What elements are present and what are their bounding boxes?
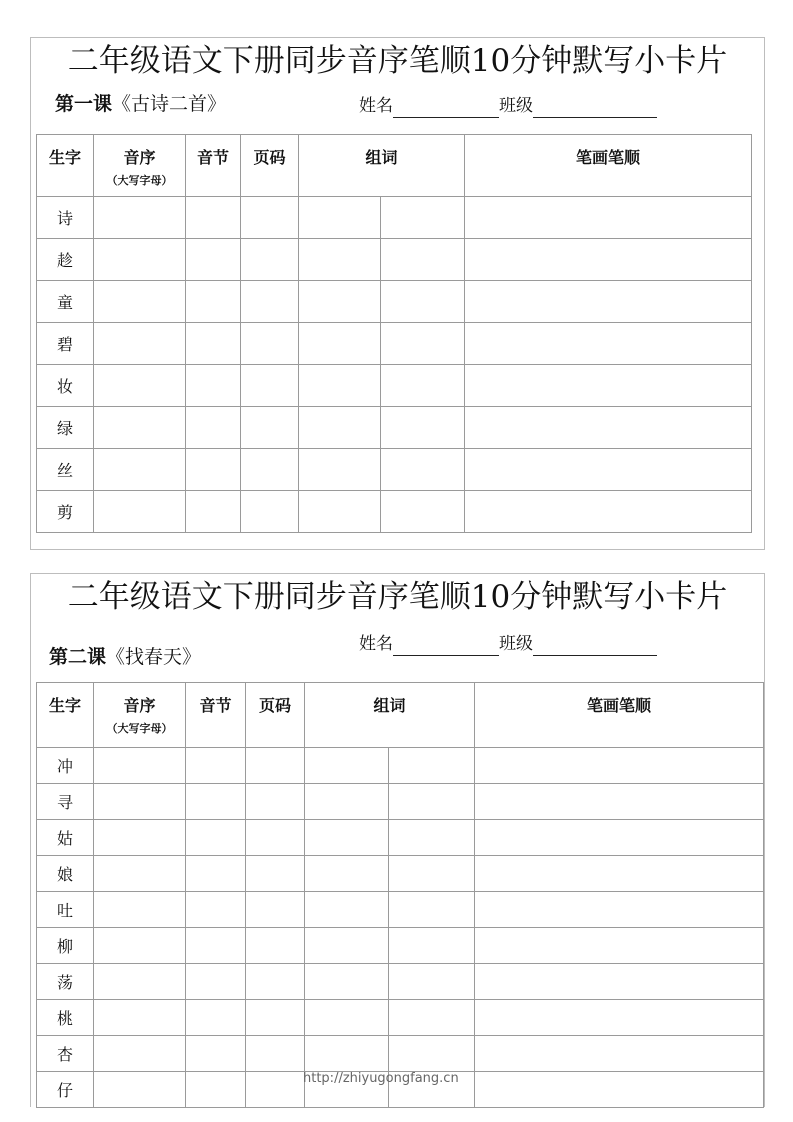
student-info xyxy=(359,632,657,656)
header-yinjie: 音节 xyxy=(186,683,246,748)
yinjie-cell[interactable] xyxy=(186,820,246,856)
table-row xyxy=(37,784,764,820)
table-row xyxy=(37,323,752,365)
bihua-cell[interactable] xyxy=(465,239,752,281)
yinxu-cell[interactable] xyxy=(94,365,186,407)
lesson-name: 《找春天》 xyxy=(106,646,202,668)
yinjie-cell[interactable] xyxy=(186,856,246,892)
char-cell: 寻 xyxy=(37,784,94,820)
bihua-cell[interactable] xyxy=(465,197,752,239)
dictation-table xyxy=(36,134,752,533)
yinjie-cell[interactable] xyxy=(186,1000,246,1036)
table-row xyxy=(37,856,764,892)
yinxu-cell[interactable] xyxy=(94,784,186,820)
yema-cell[interactable] xyxy=(246,928,305,964)
zuci-cell-2[interactable] xyxy=(389,820,475,856)
header-char: 生字 xyxy=(37,135,94,197)
zuci-cell-1[interactable] xyxy=(305,892,389,928)
table-row xyxy=(37,892,764,928)
bihua-cell[interactable] xyxy=(465,449,752,491)
char-cell: 吐 xyxy=(37,892,94,928)
char-cell: 姑 xyxy=(37,820,94,856)
char-cell: 荡 xyxy=(37,964,94,1000)
yema-cell[interactable] xyxy=(246,820,305,856)
table-row xyxy=(37,748,764,784)
zuci-cell-2[interactable] xyxy=(381,407,465,449)
yinjie-cell[interactable] xyxy=(186,491,241,533)
zuci-cell-2[interactable] xyxy=(381,197,465,239)
bihua-cell[interactable] xyxy=(475,1072,764,1108)
zuci-cell-1[interactable] xyxy=(299,449,381,491)
zuci-cell-1[interactable] xyxy=(305,784,389,820)
yema-cell[interactable] xyxy=(241,365,299,407)
lesson-number: 第一课 xyxy=(55,93,113,115)
zuci-cell-2[interactable] xyxy=(389,1036,475,1072)
char-cell: 妆 xyxy=(37,365,94,407)
zuci-cell-1[interactable] xyxy=(299,407,381,449)
char-cell: 剪 xyxy=(37,491,94,533)
zuci-cell-1[interactable] xyxy=(299,281,381,323)
yinxu-cell[interactable] xyxy=(94,323,186,365)
bihua-cell[interactable] xyxy=(465,491,752,533)
yinjie-cell[interactable] xyxy=(186,1072,246,1108)
zuci-cell-1[interactable] xyxy=(299,491,381,533)
yema-cell[interactable] xyxy=(246,1072,305,1108)
name-blank[interactable] xyxy=(393,99,499,118)
name-blank[interactable] xyxy=(393,637,499,656)
footer-url: http://zhiyugongfang.cn xyxy=(303,1071,459,1086)
yinjie-cell[interactable] xyxy=(186,784,246,820)
zuci-cell-1[interactable] xyxy=(299,323,381,365)
zuci-cell-1[interactable] xyxy=(305,928,389,964)
header-zuci: 组词 xyxy=(299,135,465,197)
yinxu-cell[interactable] xyxy=(94,449,186,491)
yinxu-cell[interactable] xyxy=(94,892,186,928)
table-row xyxy=(37,407,752,449)
yinjie-cell[interactable] xyxy=(186,323,241,365)
header-yinxu-sub: （大写字母） xyxy=(106,722,173,735)
zuci-cell-1[interactable] xyxy=(305,1036,389,1072)
zuci-cell-1[interactable] xyxy=(299,197,381,239)
header-row xyxy=(37,683,764,748)
bihua-cell[interactable] xyxy=(475,892,764,928)
header-bihua: 笔画笔顺 xyxy=(465,135,752,197)
yinxu-cell[interactable] xyxy=(94,197,186,239)
yinjie-cell[interactable] xyxy=(186,892,246,928)
yema-cell[interactable] xyxy=(241,239,299,281)
zuci-cell-2[interactable] xyxy=(389,1000,475,1036)
zuci-cell-1[interactable] xyxy=(305,748,389,784)
zuci-cell-1[interactable] xyxy=(299,365,381,407)
zuci-cell-2[interactable] xyxy=(389,856,475,892)
class-label: 班级 xyxy=(499,96,533,116)
char-cell: 冲 xyxy=(37,748,94,784)
yinjie-cell[interactable] xyxy=(186,281,241,323)
table-row xyxy=(37,928,764,964)
header-yinxu-label: 音序 xyxy=(123,696,156,715)
bihua-cell[interactable] xyxy=(465,365,752,407)
zuci-cell-2[interactable] xyxy=(381,323,465,365)
lesson-heading xyxy=(55,91,226,117)
char-cell: 碧 xyxy=(37,323,94,365)
header-yema: 页码 xyxy=(246,683,305,748)
card-title: 二年级语文下册同步音序笔顺10分钟默写小卡片 xyxy=(67,579,728,615)
yinjie-cell[interactable] xyxy=(186,964,246,1000)
header-bihua: 笔画笔顺 xyxy=(475,683,764,748)
bihua-cell[interactable] xyxy=(475,748,764,784)
table-row xyxy=(37,964,764,1000)
name-label: 姓名 xyxy=(359,634,393,654)
lesson-name: 《古诗二首》 xyxy=(112,93,227,115)
zuci-cell-2[interactable] xyxy=(381,365,465,407)
dictation-table xyxy=(36,682,764,1108)
name-label: 姓名 xyxy=(359,96,393,116)
bihua-cell[interactable] xyxy=(465,323,752,365)
header-char: 生字 xyxy=(37,683,94,748)
header-yinxu-sub: （大写字母） xyxy=(106,174,173,187)
dictation-card-2 xyxy=(30,573,765,1107)
yinjie-cell[interactable] xyxy=(186,365,241,407)
yinxu-cell[interactable] xyxy=(94,1036,186,1072)
header-yinjie: 音节 xyxy=(186,135,241,197)
bihua-cell[interactable] xyxy=(465,281,752,323)
table-row xyxy=(37,1036,764,1072)
yema-cell[interactable] xyxy=(246,748,305,784)
zuci-cell-2[interactable] xyxy=(381,239,465,281)
yinxu-cell[interactable] xyxy=(94,281,186,323)
char-cell: 娘 xyxy=(37,856,94,892)
table-row xyxy=(37,197,752,239)
yinjie-cell[interactable] xyxy=(186,449,241,491)
yinjie-cell[interactable] xyxy=(186,239,241,281)
zuci-cell-1[interactable] xyxy=(305,820,389,856)
char-cell: 诗 xyxy=(37,197,94,239)
yema-cell[interactable] xyxy=(246,1000,305,1036)
table-row xyxy=(37,449,752,491)
zuci-cell-1[interactable] xyxy=(305,856,389,892)
zuci-cell-2[interactable] xyxy=(389,784,475,820)
bihua-cell[interactable] xyxy=(475,928,764,964)
zuci-cell-2[interactable] xyxy=(389,892,475,928)
char-cell: 桃 xyxy=(37,1000,94,1036)
header-yinxu xyxy=(94,135,186,197)
bihua-cell[interactable] xyxy=(475,1036,764,1072)
zuci-cell-2[interactable] xyxy=(381,449,465,491)
yema-cell[interactable] xyxy=(246,856,305,892)
zuci-cell-2[interactable] xyxy=(389,964,475,1000)
char-cell: 仔 xyxy=(37,1072,94,1108)
zuci-cell-2[interactable] xyxy=(381,281,465,323)
header-row xyxy=(37,135,752,197)
bihua-cell[interactable] xyxy=(475,856,764,892)
yema-cell[interactable] xyxy=(246,1036,305,1072)
class-blank[interactable] xyxy=(533,99,657,118)
yinxu-cell[interactable] xyxy=(94,1000,186,1036)
yinxu-cell[interactable] xyxy=(94,1072,186,1108)
table-row xyxy=(37,239,752,281)
yema-cell[interactable] xyxy=(241,449,299,491)
yema-cell[interactable] xyxy=(246,892,305,928)
char-cell: 柳 xyxy=(37,928,94,964)
header-yinxu xyxy=(94,683,186,748)
yinjie-cell[interactable] xyxy=(186,928,246,964)
yema-cell[interactable] xyxy=(241,197,299,239)
yema-cell[interactable] xyxy=(241,407,299,449)
yema-cell[interactable] xyxy=(246,964,305,1000)
zuci-cell-1[interactable] xyxy=(305,964,389,1000)
zuci-cell-2[interactable] xyxy=(389,748,475,784)
yinxu-cell[interactable] xyxy=(94,407,186,449)
lesson-number: 第二课 xyxy=(49,646,107,668)
char-cell: 丝 xyxy=(37,449,94,491)
table-row xyxy=(37,820,764,856)
card-title: 二年级语文下册同步音序笔顺10分钟默写小卡片 xyxy=(67,43,728,79)
zuci-cell-2[interactable] xyxy=(381,491,465,533)
yema-cell[interactable] xyxy=(241,323,299,365)
yema-cell[interactable] xyxy=(241,281,299,323)
bihua-cell[interactable] xyxy=(475,784,764,820)
yinxu-cell[interactable] xyxy=(94,856,186,892)
zuci-cell-2[interactable] xyxy=(389,928,475,964)
yinxu-cell[interactable] xyxy=(94,820,186,856)
student-info xyxy=(359,94,657,118)
yinjie-cell[interactable] xyxy=(186,407,241,449)
table-row xyxy=(37,491,752,533)
yinxu-cell[interactable] xyxy=(94,239,186,281)
char-cell: 童 xyxy=(37,281,94,323)
class-blank[interactable] xyxy=(533,637,657,656)
yinxu-cell[interactable] xyxy=(94,748,186,784)
yinxu-cell[interactable] xyxy=(94,491,186,533)
yinjie-cell[interactable] xyxy=(186,197,241,239)
yema-cell[interactable] xyxy=(246,784,305,820)
bihua-cell[interactable] xyxy=(475,964,764,1000)
table-row xyxy=(37,1000,764,1036)
table-row xyxy=(37,365,752,407)
header-yema: 页码 xyxy=(241,135,299,197)
bihua-cell[interactable] xyxy=(475,820,764,856)
table-row xyxy=(37,281,752,323)
dictation-card-1 xyxy=(30,37,765,550)
yinjie-cell[interactable] xyxy=(186,1036,246,1072)
yinxu-cell[interactable] xyxy=(94,964,186,1000)
header-zuci: 组词 xyxy=(305,683,475,748)
zuci-cell-1[interactable] xyxy=(305,1000,389,1036)
char-cell: 趁 xyxy=(37,239,94,281)
bihua-cell[interactable] xyxy=(475,1000,764,1036)
zuci-cell-1[interactable] xyxy=(299,239,381,281)
bihua-cell[interactable] xyxy=(465,407,752,449)
yinjie-cell[interactable] xyxy=(186,748,246,784)
yema-cell[interactable] xyxy=(241,491,299,533)
header-yinxu-label: 音序 xyxy=(123,148,156,167)
yinxu-cell[interactable] xyxy=(94,928,186,964)
lesson-heading xyxy=(49,644,201,670)
char-cell: 杏 xyxy=(37,1036,94,1072)
class-label: 班级 xyxy=(499,634,533,654)
char-cell: 绿 xyxy=(37,407,94,449)
